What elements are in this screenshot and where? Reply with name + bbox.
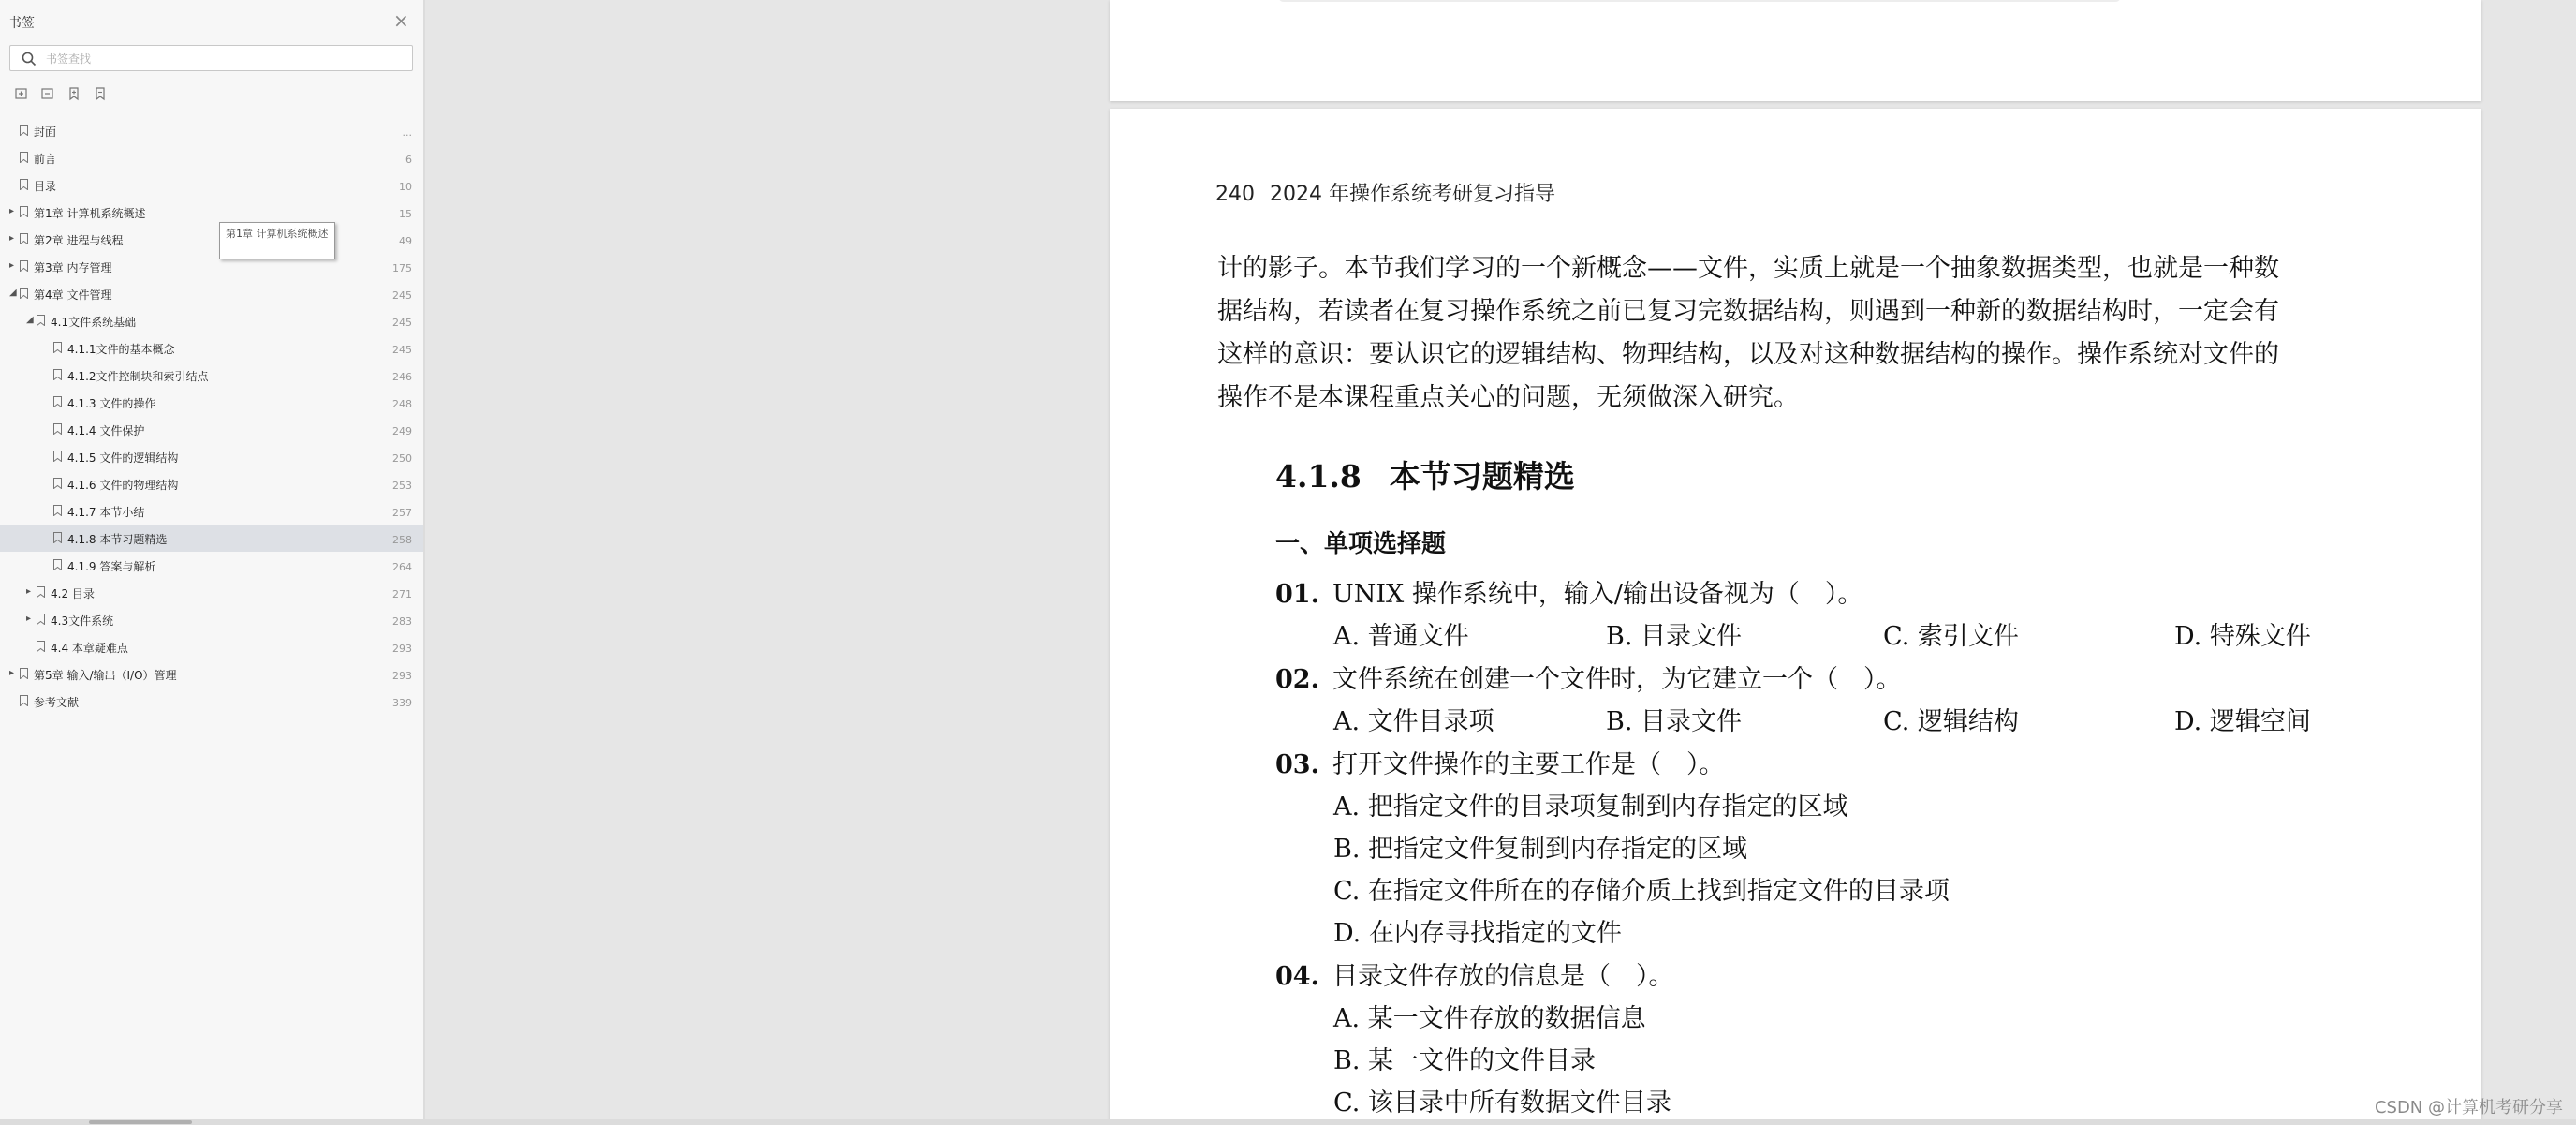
bookmark-item[interactable]	[0, 254, 423, 280]
running-header	[1215, 178, 1555, 207]
bookmark-icon	[20, 206, 28, 217]
bookmark-page-number: 339	[392, 697, 412, 709]
question-text: UNIX 操作系统中，输入/输出设备视为（ ）。	[1332, 580, 1863, 609]
tooltip: 第1章 计算机系统概述	[219, 222, 335, 259]
bookmark-icon	[53, 478, 62, 489]
expand-arrow-icon[interactable]: ▸	[26, 586, 32, 597]
bookmark-icon	[37, 614, 45, 625]
bookmark-page-number: 245	[392, 317, 412, 329]
section-title: 本节习题精选	[1389, 458, 1575, 495]
bookmark-icon	[20, 288, 28, 299]
bookmark-item[interactable]	[0, 281, 423, 307]
bookmark-icon	[20, 260, 28, 272]
option-c: C. 逻辑结构	[1883, 707, 2019, 736]
previous-page-text-fragment	[1278, 0, 2121, 2]
question-text: 文件系统在创建一个文件时，为它建立一个（ ）。	[1332, 665, 1902, 694]
option-b: B. 某一文件的文件目录	[1333, 1046, 1597, 1075]
question-text: 目录文件存放的信息是（ ）。	[1332, 962, 1674, 991]
bookmark-page-number: 253	[392, 480, 412, 492]
option-d: D. 特殊文件	[2174, 622, 2311, 651]
add-bookmark-icon[interactable]	[66, 86, 81, 101]
bookmark-page-number: 250	[392, 452, 412, 465]
bookmark-item[interactable]	[0, 308, 423, 334]
bookmark-item[interactable]	[0, 553, 423, 579]
bookmark-label: 4.1.2文件控制块和索引结点	[67, 370, 209, 383]
bookmark-page-number: 258	[392, 534, 412, 546]
bookmark-item[interactable]	[0, 363, 423, 389]
bookmark-label: 目录	[34, 180, 57, 193]
question-03	[1275, 744, 1724, 780]
bookmark-item[interactable]	[0, 498, 423, 525]
bookmark-label: 封面	[34, 126, 57, 139]
bookmark-label: 4.2 目录	[51, 587, 95, 600]
bookmark-item[interactable]	[0, 607, 423, 633]
bookmark-item[interactable]	[0, 145, 423, 171]
question-number: 02.	[1275, 665, 1319, 694]
bookmark-label: 4.1.9 答案与解析	[67, 560, 156, 573]
bookmark-page-number: 245	[392, 289, 412, 302]
option-c: C. 该目录中所有数据文件目录	[1333, 1088, 1671, 1118]
bookmark-label: 第5章 输入/输出（I/O）管理	[34, 669, 177, 682]
previous-page	[1110, 0, 2481, 101]
bookmark-icon	[37, 315, 45, 326]
bookmark-icon	[37, 641, 45, 652]
bookmark-item[interactable]	[0, 661, 423, 688]
bookmark-item[interactable]	[0, 335, 423, 362]
bookmark-icon	[20, 152, 28, 163]
bookmark-item[interactable]	[0, 227, 423, 253]
bookmark-icon	[37, 586, 45, 598]
bookmark-icon	[53, 451, 62, 462]
page-number: 240	[1215, 183, 1255, 206]
bookmark-icon	[20, 668, 28, 679]
paragraph-line: 据结构，若读者在复习操作系统之前已复习完数据结构，则遇到一种新的数据结构时，一定会有	[1217, 297, 2279, 326]
expand-arrow-icon[interactable]: ▸	[9, 260, 15, 271]
bookmark-page-number: 175	[392, 262, 412, 274]
subsection-heading: 一、单项选择题	[1275, 530, 1447, 558]
option-c: C. 索引文件	[1883, 622, 2019, 651]
collapse-arrow-icon[interactable]: ◢	[26, 315, 34, 325]
paragraph-line: 操作不是本课程重点关心的问题，无须做深入研究。	[1217, 383, 1799, 412]
option-b: B. 把指定文件复制到内存指定的区域	[1333, 835, 1748, 864]
bookmark-label: 4.1文件系统基础	[51, 316, 137, 329]
bookmark-label: 第3章 内存管理	[34, 261, 112, 274]
bookmark-item[interactable]	[0, 172, 423, 199]
close-icon[interactable]: ×	[393, 9, 409, 32]
bookmark-item[interactable]	[0, 118, 423, 144]
bookmark-page-number: 6	[405, 154, 412, 166]
bookmark-label: 4.1.6 文件的物理结构	[67, 479, 179, 492]
bookmark-search-input[interactable]	[44, 50, 404, 68]
bookmark-item[interactable]	[0, 634, 423, 660]
bookmark-page-number: 10	[399, 181, 412, 193]
scrollbar-thumb[interactable]	[89, 1120, 192, 1124]
expand-arrow-icon[interactable]: ▸	[9, 233, 15, 244]
expand-arrow-icon[interactable]: ▸	[26, 614, 32, 624]
bookmark-label: 4.1.3 文件的操作	[67, 397, 156, 410]
bookmark-icon	[20, 695, 28, 706]
bookmark-label: 4.1.1文件的基本概念	[67, 343, 175, 356]
question-number: 01.	[1275, 580, 1319, 609]
option-b: B. 目录文件	[1606, 707, 1743, 736]
paragraph-line: 计的影子。本节我们学习的一个新概念——文件，实质上就是一个抽象数据类型，也就是一种数	[1217, 254, 2279, 283]
option-a: A. 把指定文件的目录项复制到内存指定的区域	[1333, 792, 1848, 822]
bookmark-item[interactable]	[0, 417, 423, 443]
bookmark-page-number: ...	[402, 126, 412, 139]
bookmark-label: 4.1.7 本节小结	[67, 506, 145, 519]
bookmark-page-number: 248	[392, 398, 412, 410]
section-number: 4.1.8	[1275, 458, 1362, 495]
option-c: C. 在指定文件所在的存储介质上找到指定文件的目录项	[1333, 877, 1950, 906]
horizontal-scrollbar[interactable]	[0, 1119, 2576, 1125]
bookmark-label: 4.4 本章疑难点	[51, 642, 128, 655]
bookmark-item[interactable]	[0, 580, 423, 606]
bookmark-panel	[0, 0, 425, 1119]
bookmark-page-number: 293	[392, 670, 412, 682]
bookmark-icon	[53, 342, 62, 353]
bookmark-page-number: 271	[392, 588, 412, 600]
bookmark-label: 4.1.8 本节习题精选	[67, 533, 168, 546]
bookmark-page-number: 249	[392, 425, 412, 437]
expand-arrow-icon[interactable]: ▸	[9, 668, 15, 678]
bookmark-label: 前言	[34, 153, 57, 166]
bookmark-label: 4.1.4 文件保护	[67, 424, 145, 437]
bookmark-icon	[20, 179, 28, 190]
question-text: 打开文件操作的主要工作是（ ）。	[1332, 750, 1725, 779]
bookmark-label: 4.1.5 文件的逻辑结构	[67, 451, 179, 465]
bookmark-icon	[53, 505, 62, 516]
bookmark-item[interactable]	[0, 200, 423, 226]
bookmark-page-number: 264	[392, 561, 412, 573]
bookmark-label: 第4章 文件管理	[34, 289, 112, 302]
collapse-all-icon[interactable]	[40, 86, 55, 101]
bookmark-page-number: 15	[399, 208, 412, 220]
bookmark-icon	[20, 125, 28, 136]
bookmark-icon	[53, 369, 62, 380]
bookmark-settings-icon[interactable]	[93, 86, 108, 101]
option-d: D. 逻辑空间	[2174, 707, 2311, 736]
bookmark-label: 第2章 进程与线程	[34, 234, 124, 247]
option-b: B. 目录文件	[1606, 622, 1743, 651]
bookmark-item[interactable]	[0, 390, 423, 416]
bookmark-icon	[53, 532, 62, 543]
option-a: A. 某一文件存放的数据信息	[1333, 1004, 1646, 1033]
running-title: 2024 年操作系统考研复习指导	[1270, 183, 1555, 206]
collapse-arrow-icon[interactable]: ◢	[9, 288, 17, 298]
bookmark-page-number: 245	[392, 344, 412, 356]
expand-all-icon[interactable]	[14, 86, 29, 101]
bookmark-search-box[interactable]	[9, 45, 413, 71]
bookmark-panel-title: 书签	[8, 16, 35, 31]
question-01	[1275, 573, 1862, 610]
bookmark-icon	[53, 396, 62, 407]
bookmark-label: 4.3文件系统	[51, 614, 114, 628]
question-02	[1275, 659, 1901, 695]
document-page	[1110, 109, 2481, 1125]
bookmark-item[interactable]	[0, 525, 423, 552]
expand-arrow-icon[interactable]: ▸	[9, 206, 15, 216]
bookmark-item[interactable]	[0, 471, 423, 497]
question-04	[1275, 955, 1673, 992]
option-a: A. 文件目录项	[1333, 707, 1494, 736]
watermark: CSDN @计算机考研分享	[2374, 1098, 2563, 1118]
option-a: A. 普通文件	[1333, 622, 1469, 651]
bookmark-icon	[20, 233, 28, 244]
bookmark-page-number: 283	[392, 615, 412, 628]
bookmark-icon	[53, 559, 62, 570]
bookmark-page-number: 246	[392, 371, 412, 383]
search-icon	[22, 52, 37, 67]
paragraph-line: 这样的意识：要认识它的逻辑结构、物理结构，以及对这种数据结构的操作。操作系统对文件的	[1217, 340, 2279, 369]
section-heading	[1275, 452, 1575, 496]
option-d: D. 在内存寻找指定的文件	[1333, 919, 1622, 948]
bookmark-label: 第1章 计算机系统概述	[34, 207, 146, 220]
bookmark-page-number: 257	[392, 507, 412, 519]
bookmark-item[interactable]	[0, 688, 423, 715]
bookmark-label: 参考文献	[34, 696, 80, 709]
bookmark-page-number: 49	[399, 235, 412, 247]
question-number: 04.	[1275, 962, 1319, 991]
question-number: 03.	[1275, 750, 1319, 779]
bookmark-page-number: 293	[392, 643, 412, 655]
bookmark-item[interactable]	[0, 444, 423, 470]
bookmark-icon	[53, 423, 62, 435]
